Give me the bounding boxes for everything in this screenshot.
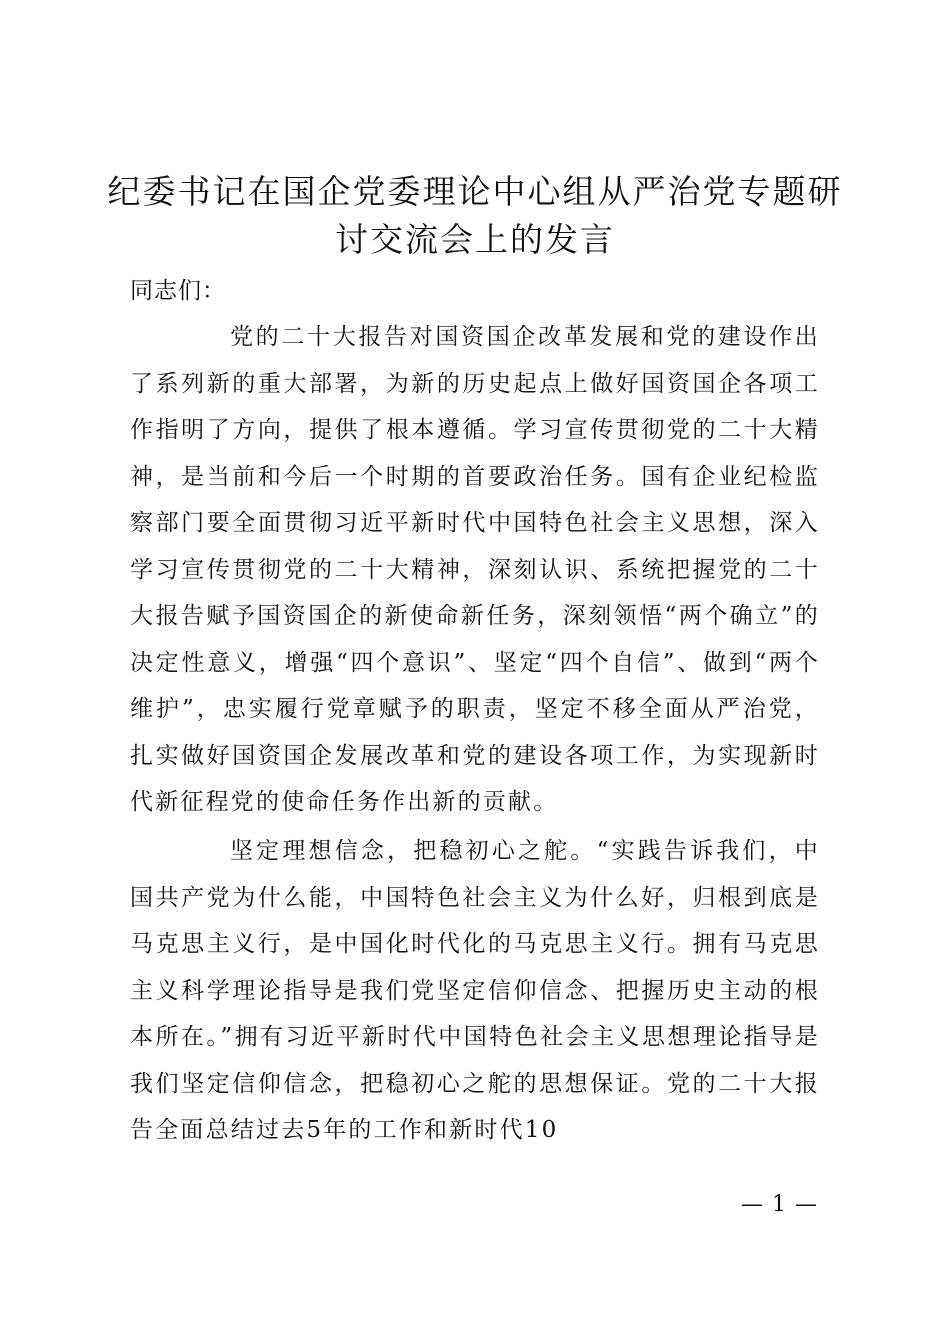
salutation: 同志们： (130, 278, 226, 304)
document-title: 纪委书记在国企党委理论中心组从严治党专题研讨交流会上的发言 (107, 172, 843, 259)
paragraph-2: 坚定理想信念，把稳初心之舵。“实践告诉我们，中国共产党为什么能，中国特色社会主义为什么好，归根到底是马克思主义行，是中国化时代化的马克思主义行。拥有马克思主义科学理论指导是我们党坚定信仰信念、把握历史主动的根本所在。”拥有习近平新时代中国特色社会主义思想理论指导是我们坚定信仰信念，把稳初心之舵的思想保证。党的二十大报告全面总结过去5年的工作和新时代10 (130, 838, 820, 1143)
paragraph-1: 党的二十大报告对国资国企改革发展和党的建设作出了系列新的重大部署，为新的历史起点上做好国资国企各项工作指明了方向，提供了根本遵循。学习宣传贯彻党的二十大精神，是当前和今后一个时期的首要政治任务。国有企业纪检监察部门要全面贯彻习近平新时代中国特色社会主义思想，深入学习宣传贯彻党的二十大精神，深刻认识、系统把握党的二十大报告赋予国资国企的新使命新任务，深刻领悟“两个确立”的决定性意义，增强“四个意识”、坚定“四个自信”、做到“两个维护”，忠实履行党章赋予的职责，坚定不移全面从严治党，扎实做好国资国企发展改革和党的建设各项工作，为实现新时代新征程党的使命任务作出新的贡献。 (130, 324, 820, 815)
page-number: — 1 — (741, 1192, 818, 1217)
